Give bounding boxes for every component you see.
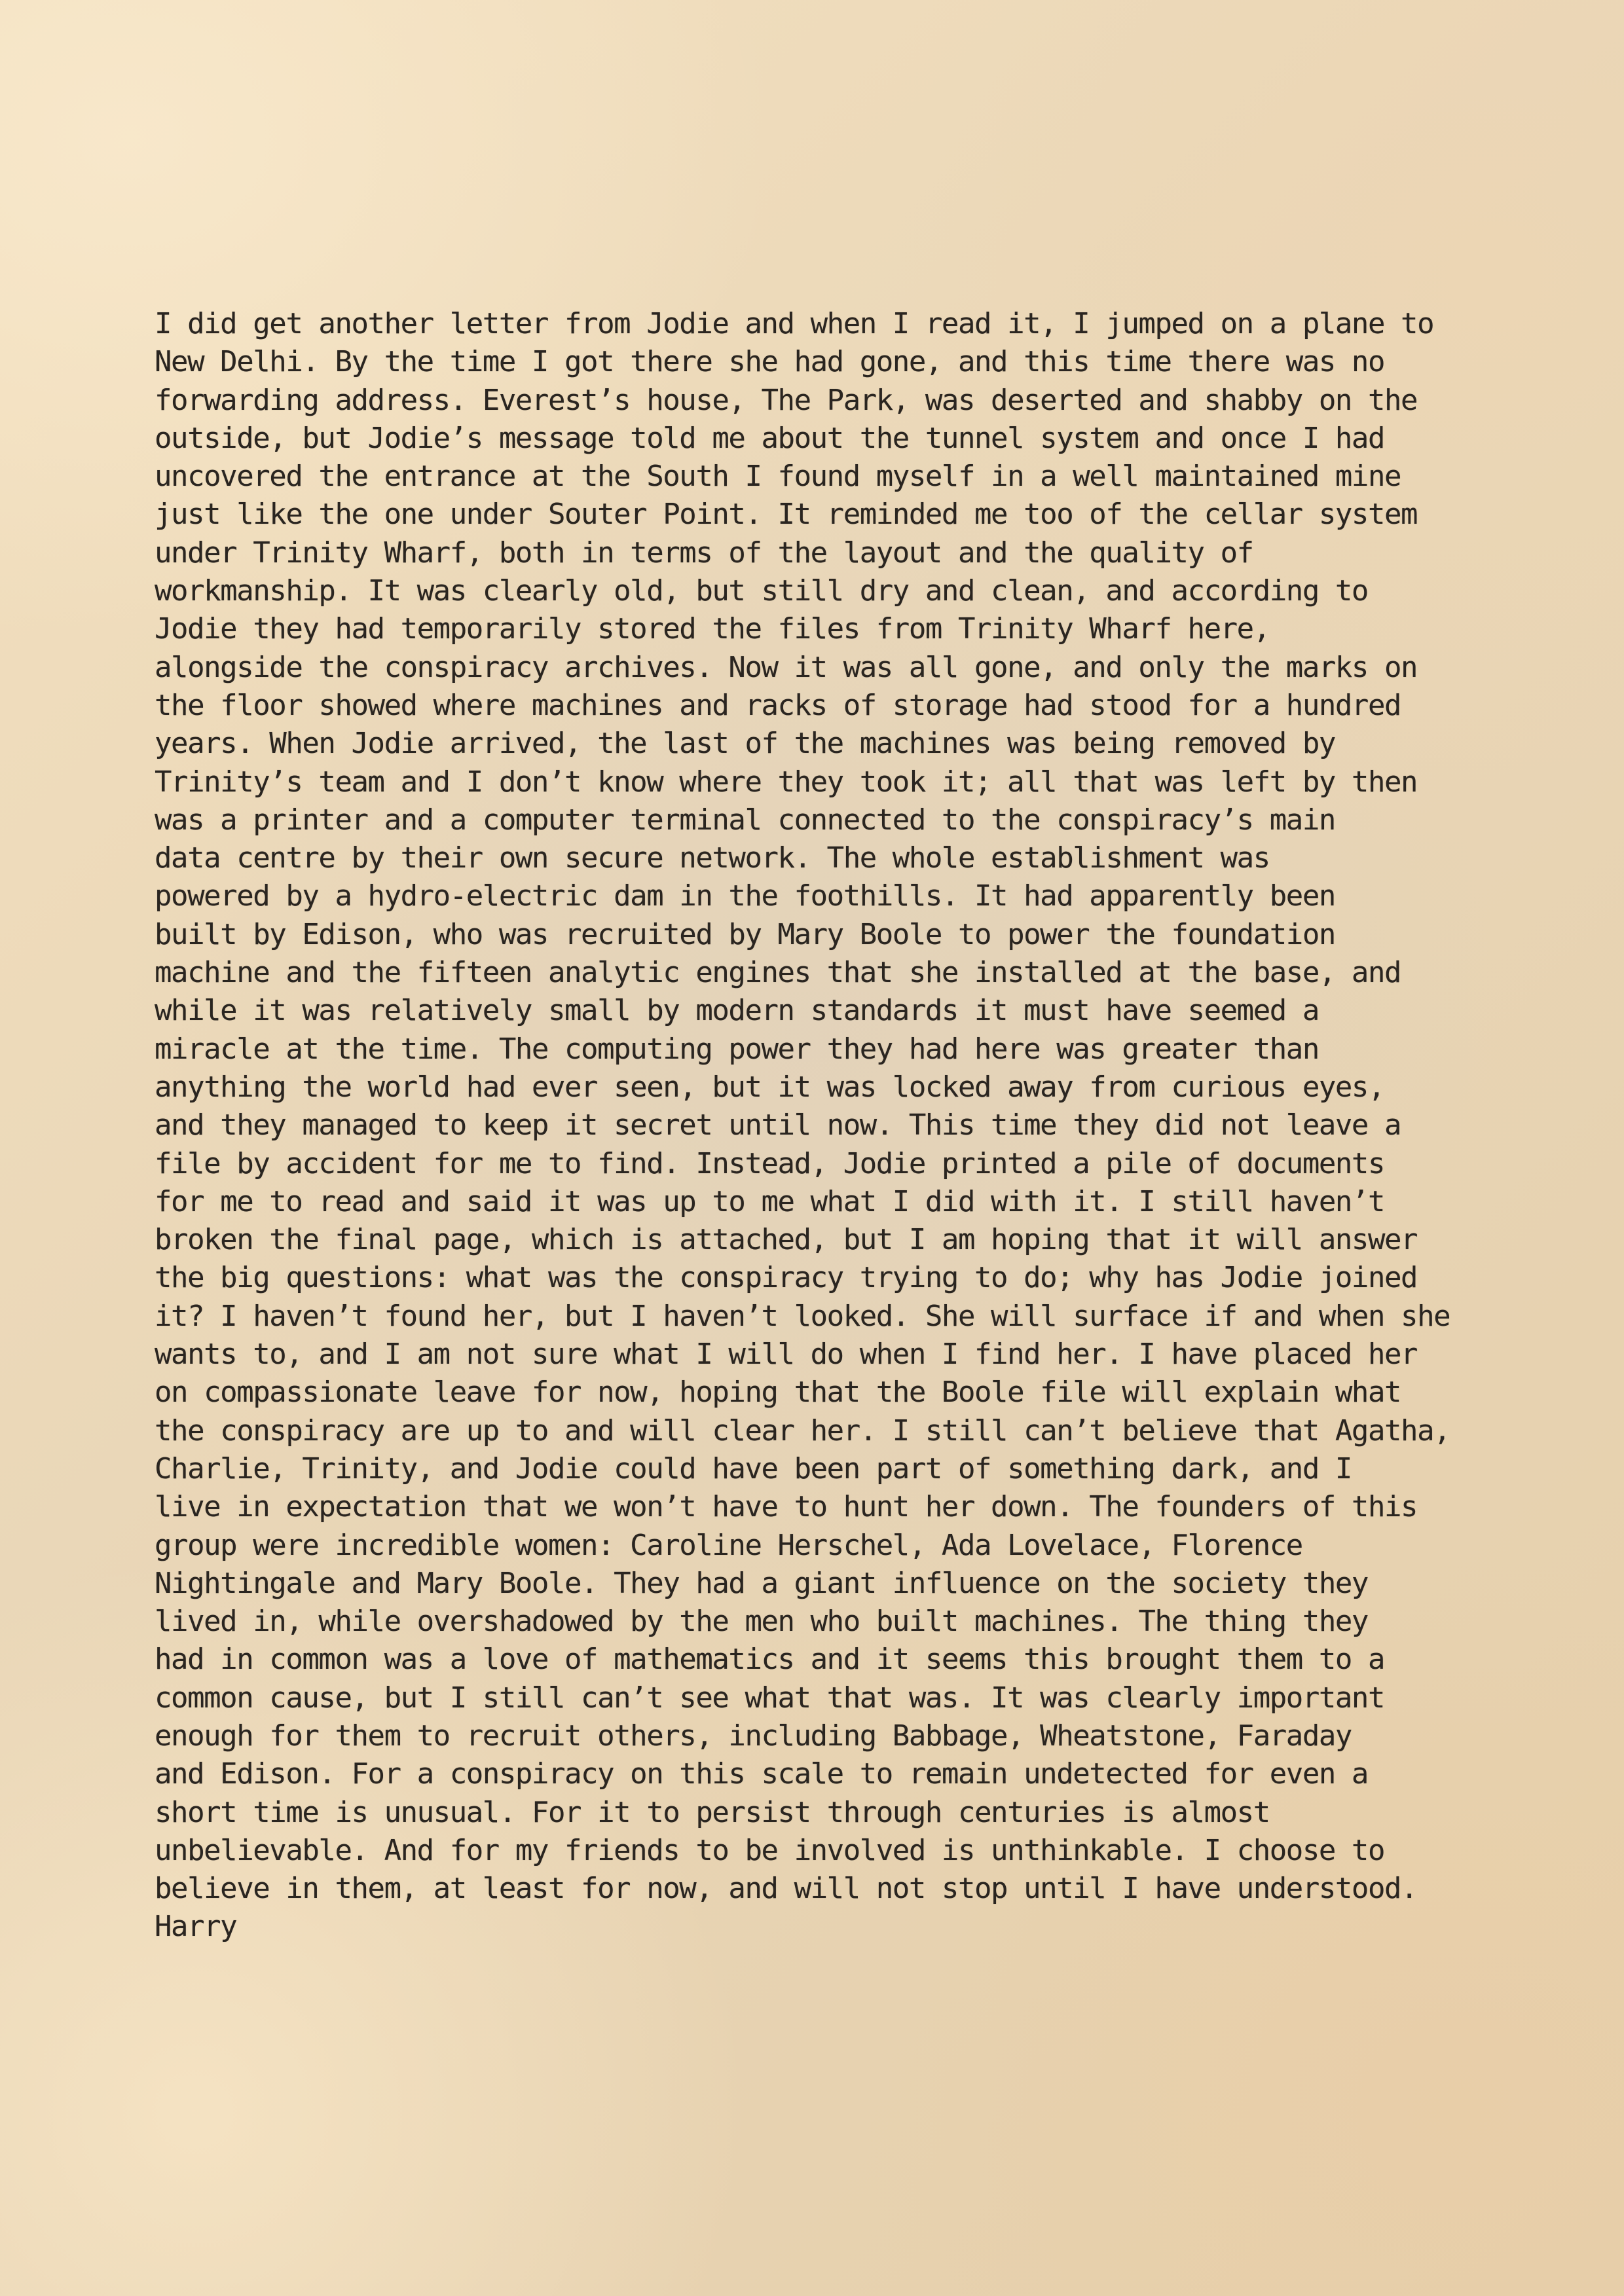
letter-line: years. When Jodie arrived, the last of the machines was being removed by: [155, 727, 1335, 761]
letter-body: [155, 305, 1484, 1946]
letter-line: Charlie, Trinity, and Jodie could have been part of something dark, and I: [155, 1451, 1352, 1485]
letter-line: it? I haven’t found her, but I haven’t looked. She will surface if and when she: [155, 1299, 1450, 1333]
letter-line: was a printer and a computer terminal connected to the conspiracy’s main: [155, 803, 1335, 837]
letter-line: broken the final page, which is attached, but I am hoping that it will answer: [155, 1223, 1418, 1257]
letter-line: on compassionate leave for now, hoping that the Boole file will explain what: [155, 1376, 1401, 1410]
letter-line: machine and the fifteen analytic engines that she installed at the base, and: [155, 956, 1401, 990]
letter-line: while it was relatively small by modern standards it must have seemed a: [155, 994, 1319, 1028]
letter-line: New Delhi. By the time I got there she had gone, and this time there was no: [155, 345, 1385, 379]
letter-line: miracle at the time. The computing power they had here was greater than: [155, 1032, 1319, 1066]
letter-line: Trinity’s team and I don’t know where they took it; all that was left by then: [155, 765, 1418, 799]
letter-line: short time is unusual. For it to persist through centuries is almost: [155, 1795, 1270, 1829]
letter-line: the big questions: what was the conspiracy trying to do; why has Jodie joined: [155, 1261, 1418, 1295]
letter-line: the floor showed where machines and racks of storage had stood for a hundred: [155, 688, 1401, 722]
letter-line: outside, but Jodie’s message told me about the tunnel system and once I had: [155, 421, 1385, 455]
letter-line: I did get another letter from Jodie and when I read it, I jumped on a plane to: [155, 307, 1434, 340]
letter-line: unbelievable. And for my friends to be involved is unthinkable. I choose to: [155, 1833, 1385, 1867]
letter-signature: Harry: [155, 1910, 237, 1944]
letter-line: believe in them, at least for now, and will not stop until I have understood.: [155, 1872, 1418, 1906]
letter-line: workmanship. It was clearly old, but still dry and clean, and according to: [155, 574, 1368, 608]
letter-line: lived in, while overshadowed by the men who built machines. The thing they: [155, 1605, 1368, 1639]
letter-line: live in expectation that we won’t have to hunt her down. The founders of this: [155, 1490, 1418, 1524]
letter-line: wants to, and I am not sure what I will do when I find her. I have placed her: [155, 1338, 1418, 1372]
letter-line: and they managed to keep it secret until now. This time they did not leave a: [155, 1108, 1401, 1142]
letter-line: group were incredible women: Caroline Herschel, Ada Lovelace, Florence: [155, 1528, 1302, 1562]
letter-line: forwarding address. Everest’s house, The Park, was deserted and shabby on the: [155, 383, 1418, 417]
letter-line: Jodie they had temporarily stored the files from Trinity Wharf here,: [155, 612, 1270, 646]
letter-line: anything the world had ever seen, but it was locked away from curious eyes,: [155, 1070, 1385, 1104]
letter-line: had in common was a love of mathematics and it seems this brought them to a: [155, 1643, 1385, 1677]
letter-line: just like the one under Souter Point. It reminded me too of the cellar system: [155, 498, 1418, 532]
letter-line: alongside the conspiracy archives. Now it was all gone, and only the marks on: [155, 650, 1418, 684]
letter-line: uncovered the entrance at the South I found myself in a well maintained mine: [155, 460, 1401, 494]
letter-line: common cause, but I still can’t see what that was. It was clearly important: [155, 1681, 1385, 1715]
letter-line: and Edison. For a conspiracy on this scale to remain undetected for even a: [155, 1757, 1368, 1791]
letter-line: Nightingale and Mary Boole. They had a giant influence on the society they: [155, 1566, 1368, 1600]
letter-line: the conspiracy are up to and will clear her. I still can’t believe that Agatha,: [155, 1413, 1450, 1448]
letter-line: built by Edison, who was recruited by Mary Boole to power the foundation: [155, 917, 1335, 951]
letter-line: enough for them to recruit others, including Babbage, Wheatstone, Faraday: [155, 1719, 1352, 1753]
letter-line: under Trinity Wharf, both in terms of the layout and the quality of: [155, 536, 1253, 570]
letter-line: data centre by their own secure network. The whole establishment was: [155, 841, 1270, 875]
letter-line: for me to read and said it was up to me what I did with it. I still haven’t: [155, 1184, 1385, 1218]
letter-line: file by accident for me to find. Instead, Jodie printed a pile of documents: [155, 1146, 1385, 1180]
letter-line: powered by a hydro-electric dam in the foothills. It had apparently been: [155, 879, 1335, 913]
